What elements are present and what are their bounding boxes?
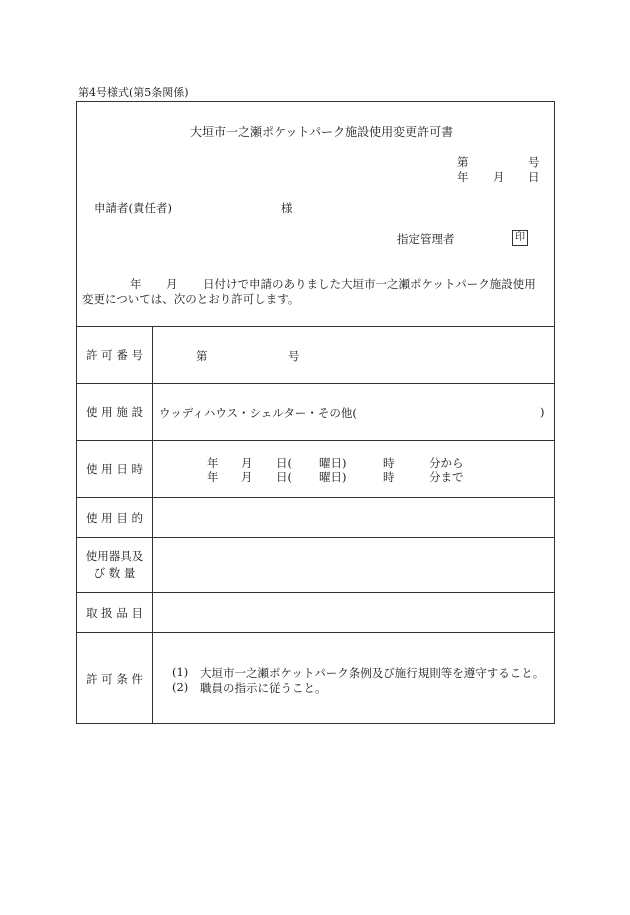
permit-number-go: 号	[288, 349, 300, 363]
conditions-label: 許 可 条 件	[86, 671, 143, 686]
purpose-label: 使 用 目 的	[86, 510, 143, 525]
equipment-label-line2: び 数 量	[93, 566, 136, 580]
applicant-label: 申請者(責任者)	[94, 201, 172, 215]
permit-number-label: 許 可 番 号	[86, 348, 143, 362]
datetime-from-hour: 時	[383, 456, 395, 470]
date-year: 年	[457, 170, 469, 184]
datetime-from-minute: 分から	[429, 456, 464, 470]
form-title: 大垣市一之瀬ポケットパーク施設使用変更許可書	[190, 125, 454, 139]
facility-label: 使 用 施 設	[86, 405, 143, 419]
datetime-from-weekday: 曜日)	[319, 456, 347, 470]
facility-value: ウッディハウス・シェルター・その他(	[159, 406, 357, 420]
datetime-from-month: 月	[241, 456, 253, 470]
label-column-divider	[152, 326, 153, 724]
datetime-to-day: 日(	[276, 470, 292, 484]
condition-2-text: 職員の指示に従うこと。	[200, 681, 327, 695]
manager-label: 指定管理者	[397, 232, 455, 246]
seal-mark: 印	[512, 230, 528, 246]
body-text-line2: 変更については、次のとおり許可します。	[82, 292, 300, 306]
facility-close-paren: )	[540, 405, 545, 419]
applicant-honorific: 様	[281, 201, 293, 215]
body-month: 月	[166, 277, 178, 291]
datetime-from-year: 年	[207, 456, 219, 470]
datetime-to-minute: 分まで	[429, 470, 464, 484]
equipment-label	[77, 538, 152, 592]
number-dai: 第	[457, 155, 469, 169]
number-go: 号	[528, 155, 540, 169]
condition-1-text: 大垣市一之瀬ポケットパーク条例及び施行規則等を遵守すること。	[200, 666, 545, 680]
datetime-from-day: 日(	[276, 456, 292, 470]
condition-2-number: (2)	[172, 680, 189, 694]
date-day: 日	[528, 170, 540, 184]
condition-1-number: (1)	[172, 665, 189, 679]
datetime-to-hour: 時	[383, 470, 395, 484]
equipment-label-line1: 使用器具及	[85, 549, 144, 563]
form-number-label: 第4号様式(第5条関係)	[78, 86, 189, 99]
datetime-to-month: 月	[241, 470, 253, 484]
items-label: 取 扱 品 目	[86, 605, 143, 620]
date-month: 月	[493, 170, 505, 184]
datetime-to-weekday: 曜日)	[319, 470, 347, 484]
body-text-line1: 日付けで申請のありました大垣市一之瀬ポケットパーク施設使用	[203, 277, 536, 291]
permit-number-dai: 第	[196, 349, 208, 363]
datetime-label: 使 用 日 時	[86, 462, 143, 476]
datetime-to-year: 年	[207, 470, 219, 484]
body-year: 年	[130, 277, 142, 291]
